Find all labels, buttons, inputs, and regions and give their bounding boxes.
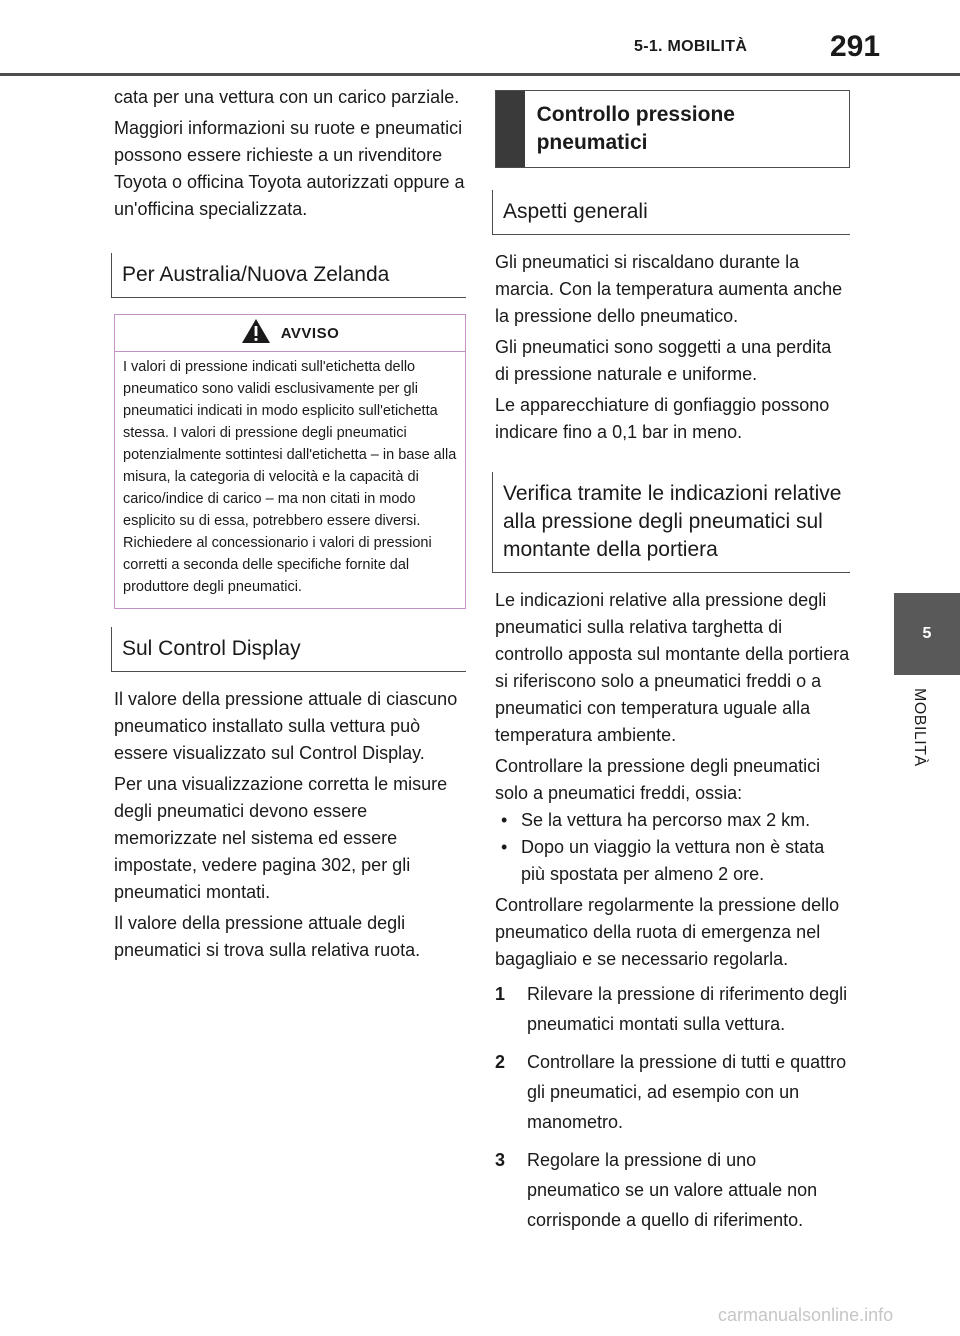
chapter-number: 5 (922, 625, 932, 642)
paragraph: Maggiori informazioni su ruote e pneumatici possono essere richieste a un rivenditore Toyota o officina Toyota autorizzati oppure a un'officina specializzata. (114, 118, 465, 219)
title-bar-accent (496, 91, 525, 167)
paragraph: Le indicazioni relative alla pressione degli pneumatici sulla relativa targhetta di controllo apposta sul montante della portiera si riferiscono solo a pneumatici freddi o a pneumatici con temperatura uguale alla temperatura ambiente. (495, 590, 850, 745)
paragraph: cata per una vettura con un carico parziale. (114, 87, 460, 107)
subheading-general: Aspetti generali (492, 190, 850, 235)
paragraph: Gli pneumatici si riscaldano durante la marcia. Con la temperatura aumenta anche la pressione dello pneumatico. (495, 252, 843, 326)
condition-list (495, 807, 850, 888)
step-number: 2 (495, 1052, 506, 1072)
chapter-tab (894, 593, 960, 675)
section-title-box (495, 90, 850, 168)
paragraph: Per una visualizzazione corretta le misure degli pneumatici devono essere memorizzate nel sistema ed essere impostate, vedere pagina 302, per gli pneumatici montati. (114, 774, 448, 902)
chapter-label: MOBILITÀ (911, 688, 928, 767)
subheading-control-display: Sul Control Display (111, 627, 466, 672)
paragraph: Controllare la pressione degli pneumatici solo a pneumatici freddi, ossia: (495, 756, 821, 803)
header-rule (0, 73, 960, 76)
step-text: Rilevare la pressione di riferimento degli pneumatici montati sulla vettura. (527, 984, 848, 1034)
step-number: 1 (495, 984, 506, 1004)
warning-triangle-icon (241, 318, 271, 349)
section-title: Controllo pressione pneumatici (536, 103, 735, 154)
warning-header (115, 315, 465, 352)
page-number: 291 (830, 30, 881, 63)
list-item: • Se la vettura ha percorso max 2 km. (495, 807, 850, 834)
paragraph: Controllare regolarmente la pressione dello pneumatico della ruota di emergenza nel bagagliaio e se necessario regolarla. (495, 895, 840, 969)
step-number: 3 (495, 1150, 506, 1170)
list-item: • Dopo un viaggio la vettura non è stata più spostata per almeno 2 ore. (495, 834, 850, 888)
step-text: Regolare la pressione di uno pneumatico se un valore attuale non corrisponde a quello di riferimento. (527, 1150, 818, 1230)
step-item (495, 1047, 850, 1137)
step-text: Controllare la pressione di tutti e quattro gli pneumatici, ad esempio con un manometro. (527, 1052, 847, 1132)
section-header: 5-1. MOBILITÀ (634, 38, 748, 55)
right-column (495, 84, 850, 1243)
warning-title: AVVISO (280, 324, 340, 342)
step-item (495, 979, 850, 1039)
paragraph: Gli pneumatici sono soggetti a una perdita di pressione naturale e uniforme. (495, 337, 832, 384)
step-list (495, 979, 850, 1235)
paragraph: Le apparecchiature di gonfiaggio possono indicare fino a 0,1 bar in meno. (495, 395, 830, 442)
subheading-door-pillar: Verifica tramite le indicazioni relative alla pressione degli pneumatici sul montante della portiera (492, 472, 850, 573)
warning-text: I valori di pressione indicati sull'etichetta dello pneumatico sono validi esclusivamente per gli pneumatici indicati in modo esplicito sull'etichetta stessa. I valori di pressione degli pneumatici potenzialmente sottintesi dall'etichetta – in base alla misura, la categoria di velocità e la capacità di carico/indice di carico – ma non citati in modo esplicito su di essa, potrebbero essere diversi. Richiedere al concessionario i valori di pressioni corretti a seconda delle specifiche fornite dal produttore degli pneumatici. (123, 359, 457, 595)
left-column (114, 84, 466, 968)
warning-box (114, 314, 466, 609)
paragraph: Il valore della pressione attuale degli pneumatici si trova sulla relativa ruota. (114, 913, 421, 960)
step-item (495, 1145, 850, 1235)
subheading-australia: Per Australia/Nuova Zelanda (111, 253, 466, 298)
paragraph: Il valore della pressione attuale di ciascuno pneumatico installato sulla vettura può essere visualizzato sul Control Display. (114, 689, 458, 763)
watermark: carmanualsonline.info (718, 1305, 894, 1325)
